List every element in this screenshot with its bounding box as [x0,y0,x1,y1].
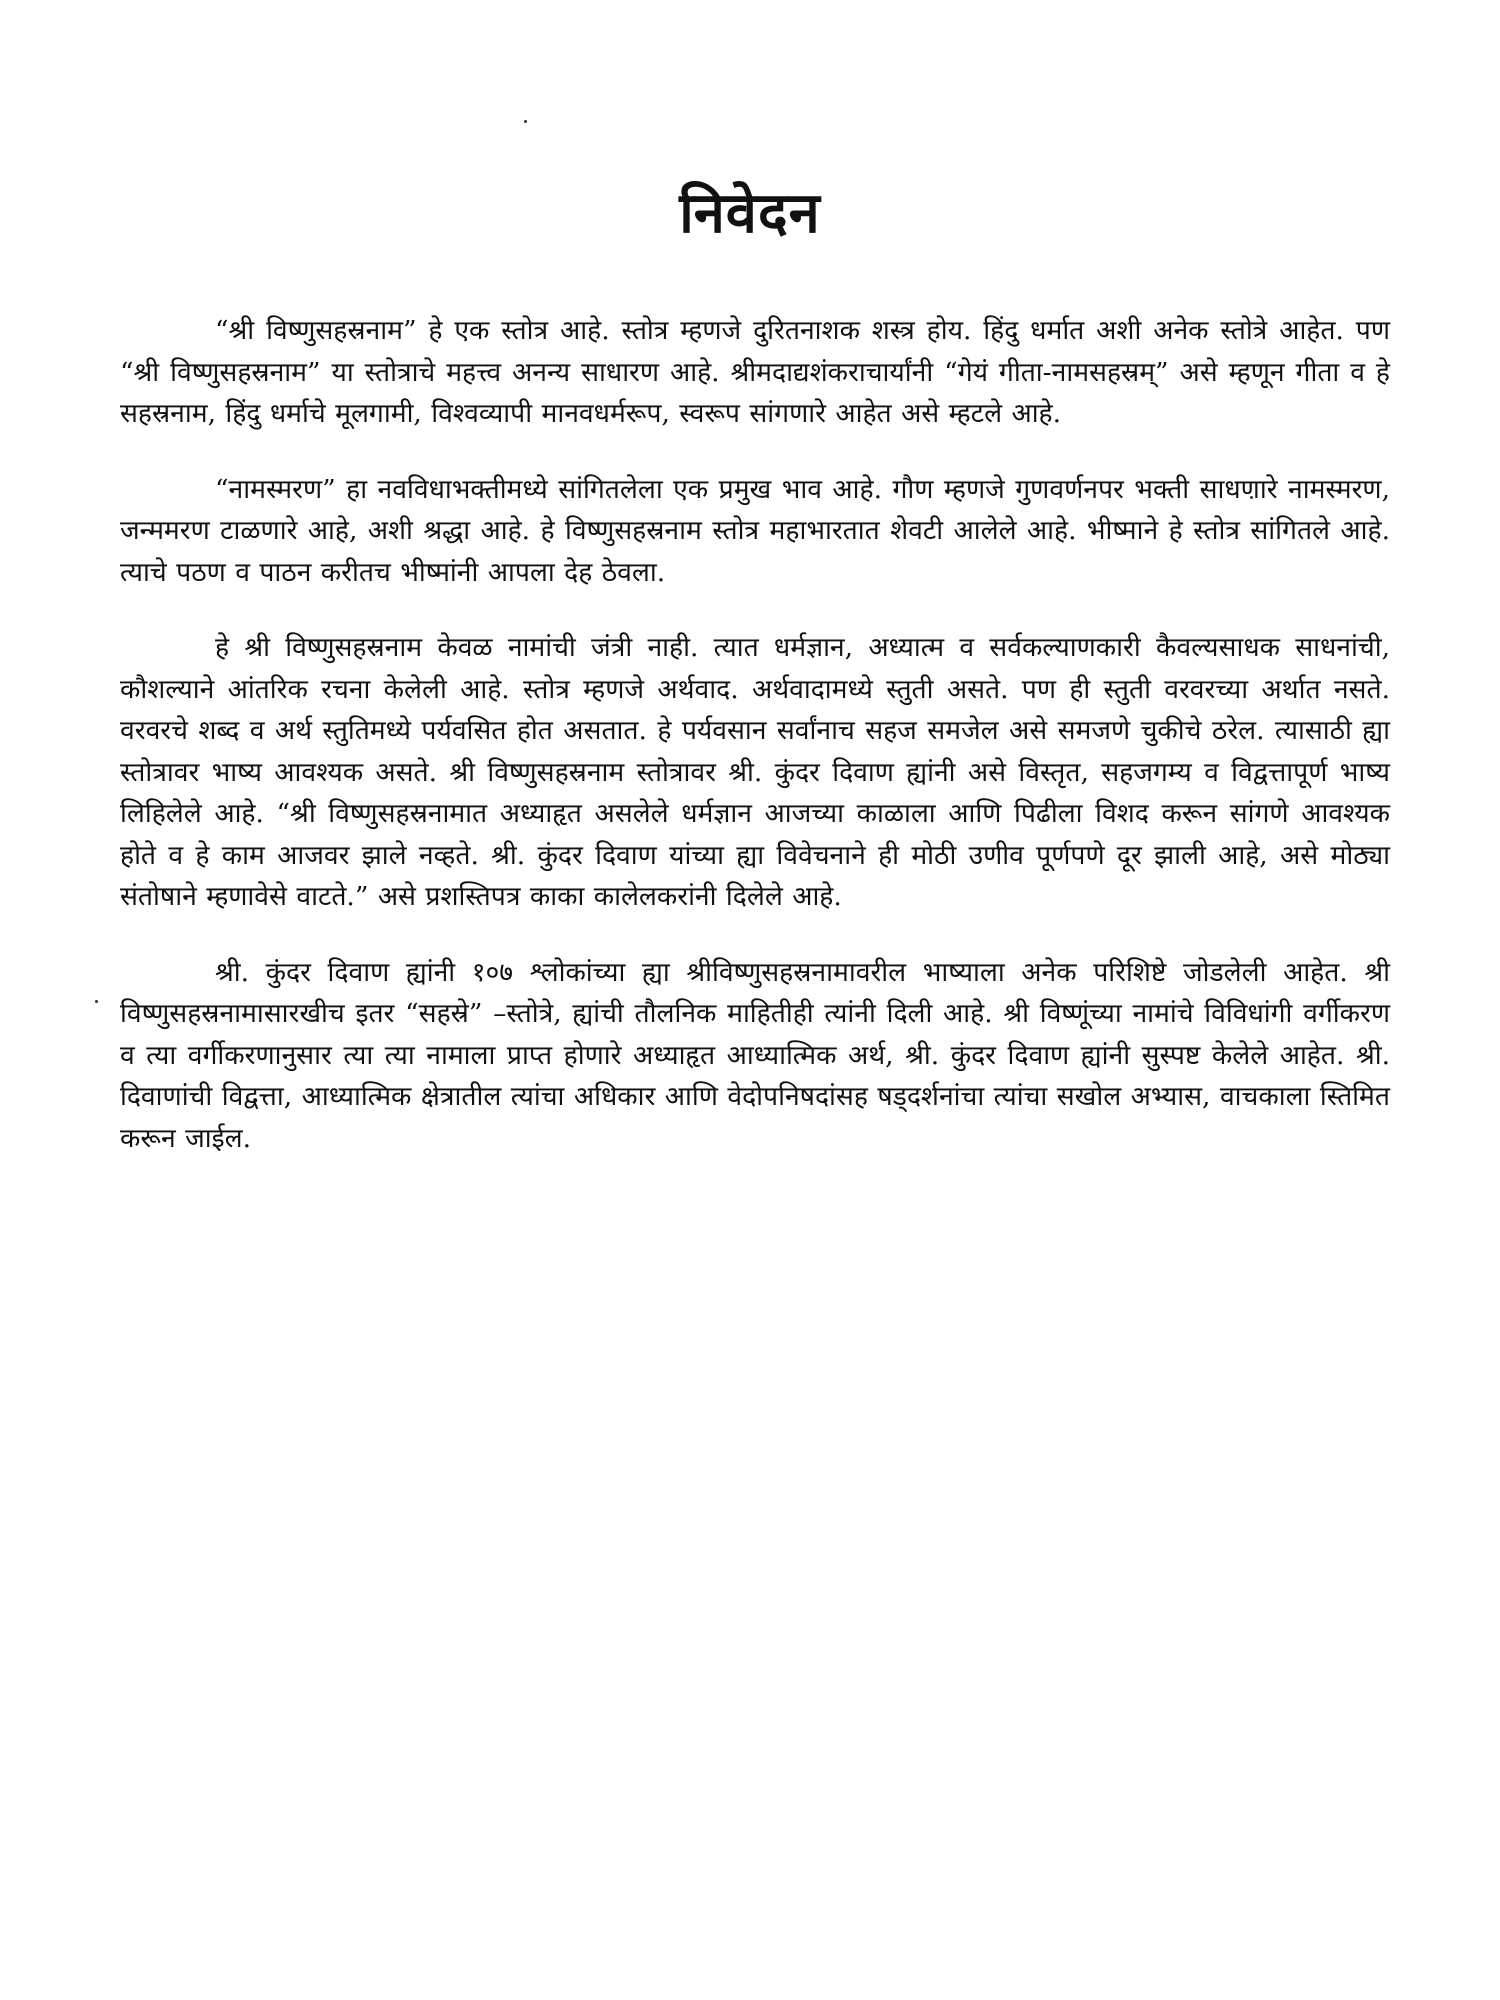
scan-speck [95,1000,98,1003]
document-body [120,310,1390,1193]
paragraph-1: “श्री विष्णुसहस्रनाम” हे एक स्तोत्र आहे. स्तोत्र म्हणजे दुरितनाशक शस्त्र होय. हिंदु धर्मात अशी अनेक स्तोत्रे आहेत. पण “श्री विष्णुसहस्रनाम” या स्तोत्राचे महत्त्व अनन्य साधारण आहे. श्रीमदाद्यशंकराचार्यांनी “गेयं गीता-नामसहस्रम्” असे म्हणून गीता व हे सहस्रनाम, हिंदु धर्माचे मूलगामी, विश्वव्यापी मानवधर्मरूप, स्वरूप सांगणारे आहेत असे म्हटले आहे. [120,315,1390,429]
paragraph-2: “नामस्मरण” हा नवविधाभक्तीमध्ये सांगितलेला एक प्रमुख भाव आहे. गौण म्हणजे गुणवर्णनपर भक्ती साधणारे नामस्मरण, जन्ममरण टाळणारे आहे, अशी श्रद्धा आहे. हे विष्णुसहस्रनाम स्तोत्र महाभारतात शेवटी आलेले आहे. भीष्माने हे स्तोत्र सांगितले आहे. त्याचे पठण व पाठन करीतच भीष्मांनी आपला देह ठेवला. [120,473,1390,588]
paragraph-3: हे श्री विष्णुसहस्रनाम केवळ नामांची जंत्री नाही. त्यात धर्मज्ञान, अध्यात्म व सर्वकल्याणकारी कैवल्यसाधक साधनांची, कौशल्याने आंतरिक रचना केलेली आहे. स्तोत्र म्हणजे अर्थवाद. अर्थवादामध्ये स्तुती असते. पण ही स्तुती वरवरच्या अर्थात नसते. वरवरचे शब्द व अर्थ स्तुतिमध्ये पर्यवसित होत असतात. हे पर्यवसान सर्वांनाच सहज समजेल असे समजणे चुकीचे ठरेल. त्यासाठी ह्या स्तोत्रावर भाष्य आवश्यक असते. श्री विष्णुसहस्रनाम स्तोत्रावर श्री. कुंदर दिवाण ह्यांनी असे विस्तृत, सहजगम्य व विद्वत्तापूर्ण भाष्य लिहिलेले आहे. “श्री विष्णुसहस्रनामात अध्याहृत असलेले धर्मज्ञान आजच्या काळाला आणि पिढीला विशद करून सांगणे आवश्यक होते व हे काम आजवर झाले नव्हते. श्री. कुंदर दिवाण यांच्या ह्या विवेचनाने ही मोठी उणीव पूर्णपणे दूर झाली आहे, असे मोठ्या संतोषाने म्हणावेसे वाटते.” असे प्रशस्तिपत्र काका कालेलकरांनी दिलेले आहे. [120,632,1390,912]
paragraph-4: श्री. कुंदर दिवाण ह्यांनी १०७ श्लोकांच्या ह्या श्रीविष्णुसहस्रनामावरील भाष्याला अनेक परिशिष्टे जोडलेली आहेत. श्री विष्णुसहस्रनामासारखीच इतर “सहस्रे” –स्तोत्रे, ह्यांची तौलनिक माहितीही त्यांनी दिली आहे. श्री विष्णूंच्या नामांचे विविधांगी वर्गीकरण व त्या वर्गीकरणानुसार त्या त्या नामाला प्राप्त होणारे अध्याहृत आध्यात्मिक अर्थ, श्री. कुंदर दिवाण ह्यांनी सुस्पष्ट केलेले आहेत. श्री. दिवाणांची विद्वत्ता, आध्यात्मिक क्षेत्रातील त्यांचा अधिकार आणि वेदोपनिषदांसह षड्दर्शनांचा त्यांचा सखोल अभ्यास, वाचकाला स्तिमित करून जाईल. [120,956,1390,1154]
page-title: निवेदन [679,179,821,246]
scan-speck [524,120,527,123]
